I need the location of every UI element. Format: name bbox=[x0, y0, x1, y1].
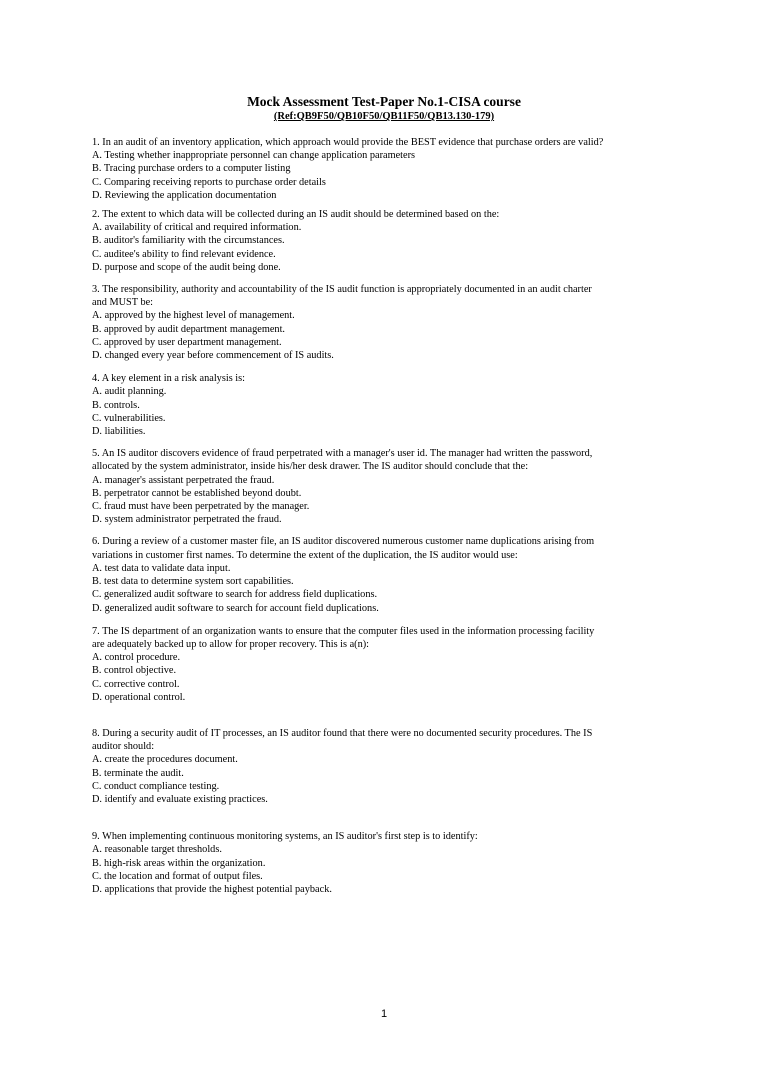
option-line: A. audit planning. bbox=[92, 386, 167, 398]
option-line: B. test data to determine system sort capabilities. bbox=[92, 576, 294, 588]
option-line: B. approved by audit department management. bbox=[92, 323, 286, 335]
option-line: A. create the procedures document. bbox=[92, 754, 238, 766]
option-line: C. conduct compliance testing. bbox=[92, 780, 220, 792]
question-line: allocated by the system administrator, inside his/her desk drawer. The IS auditor should conclude that the: bbox=[92, 461, 529, 473]
option-line: B. Tracing purchase orders to a computer listing bbox=[92, 163, 291, 175]
option-line: D. identify and evaluate existing practices. bbox=[92, 793, 268, 805]
question-line: 2. The extent to which data will be collected during an IS audit should be determined based on the: bbox=[92, 209, 500, 221]
option-line: C. auditee's ability to find relevant evidence. bbox=[92, 248, 276, 260]
question-line: 7. The IS department of an organization wants to ensure that the computer files used in the information processing facility bbox=[92, 625, 595, 637]
question-3 bbox=[92, 283, 692, 362]
question-line: 1. In an audit of an inventory application, which approach would provide the BEST evidence that purchase orders are valid? bbox=[92, 137, 604, 148]
question-9 bbox=[92, 830, 692, 896]
option-line: B. perpetrator cannot be established beyond doubt. bbox=[92, 487, 302, 499]
question-1 bbox=[92, 136, 692, 202]
option-line: C. generalized audit software to search for address field duplications. bbox=[92, 589, 378, 601]
question-line: 3. The responsibility, authority and accountability of the IS audit function is appropriately documented in an audit charter bbox=[92, 284, 592, 296]
option-line: D. system administrator perpetrated the fraud. bbox=[92, 514, 282, 526]
question-line: 8. During a security audit of IT processes, an IS auditor found that there were no documented security procedures. The IS bbox=[92, 727, 593, 739]
option-line: C. vulnerabilities. bbox=[92, 412, 166, 424]
page-number: 1 bbox=[380, 1008, 388, 1020]
option-line: C. Comparing receiving reports to purchase order details bbox=[92, 176, 326, 188]
option-line: D. applications that provide the highest potential payback. bbox=[92, 883, 332, 895]
option-line: D. liabilities. bbox=[92, 426, 146, 438]
option-line: B. auditor's familiarity with the circumstances. bbox=[92, 235, 285, 247]
option-line: A. approved by the highest level of management. bbox=[92, 310, 295, 322]
question-4 bbox=[92, 372, 692, 438]
question-5 bbox=[92, 447, 692, 526]
option-line: B. controls. bbox=[92, 399, 140, 411]
question-line: and MUST be: bbox=[92, 297, 154, 309]
question-2 bbox=[92, 208, 692, 274]
question-7 bbox=[92, 625, 692, 704]
question-6 bbox=[92, 535, 692, 614]
question-line: 4. A key element in a risk analysis is: bbox=[92, 373, 245, 385]
option-line: A. availability of critical and required information. bbox=[92, 222, 302, 234]
reference-code: (Ref:QB9F50/QB10F50/QB11F50/QB13.130-179) bbox=[273, 111, 495, 122]
option-line: B. control objective. bbox=[92, 665, 177, 677]
option-line: D. Reviewing the application documentation bbox=[92, 189, 277, 201]
option-line: C. the location and format of output files. bbox=[92, 870, 263, 882]
option-line: A. test data to validate data input. bbox=[92, 562, 231, 574]
option-line: D. operational control. bbox=[92, 691, 186, 703]
option-line: D. purpose and scope of the audit being done. bbox=[92, 261, 281, 273]
option-line: B. terminate the audit. bbox=[92, 767, 184, 779]
question-line: 5. An IS auditor discovers evidence of fraud perpetrated with a manager's user id. The manager had written the password, bbox=[92, 448, 593, 460]
question-8 bbox=[92, 727, 692, 806]
option-line: A. Testing whether inappropriate personnel can change application parameters bbox=[92, 150, 416, 162]
question-line: are adequately backed up to allow for proper recovery. This is a(n): bbox=[92, 638, 370, 650]
option-line: A. reasonable target thresholds. bbox=[92, 844, 222, 856]
question-line: auditor should: bbox=[92, 741, 155, 753]
option-line: D. generalized audit software to search for account field duplications. bbox=[92, 602, 379, 614]
option-line: A. control procedure. bbox=[92, 652, 181, 664]
option-line: D. changed every year before commencement of IS audits. bbox=[92, 350, 334, 362]
option-line: C. fraud must have been perpetrated by the manager. bbox=[92, 501, 310, 513]
option-line: C. corrective control. bbox=[92, 678, 180, 690]
option-line: C. approved by user department management. bbox=[92, 336, 282, 348]
question-line: variations in customer first names. To determine the extent of the duplication, the IS auditor would use: bbox=[92, 549, 518, 561]
question-line: 6. During a review of a customer master file, an IS auditor discovered numerous customer name duplications arising from bbox=[92, 536, 595, 548]
document-title: Mock Assessment Test-Paper No.1-CISA course bbox=[247, 94, 521, 109]
question-list bbox=[92, 136, 692, 896]
question-line: 9. When implementing continuous monitoring systems, an IS auditor's first step is to identify: bbox=[92, 831, 478, 843]
option-line: A. manager's assistant perpetrated the fraud. bbox=[92, 474, 275, 486]
option-line: B. high-risk areas within the organization. bbox=[92, 857, 266, 869]
